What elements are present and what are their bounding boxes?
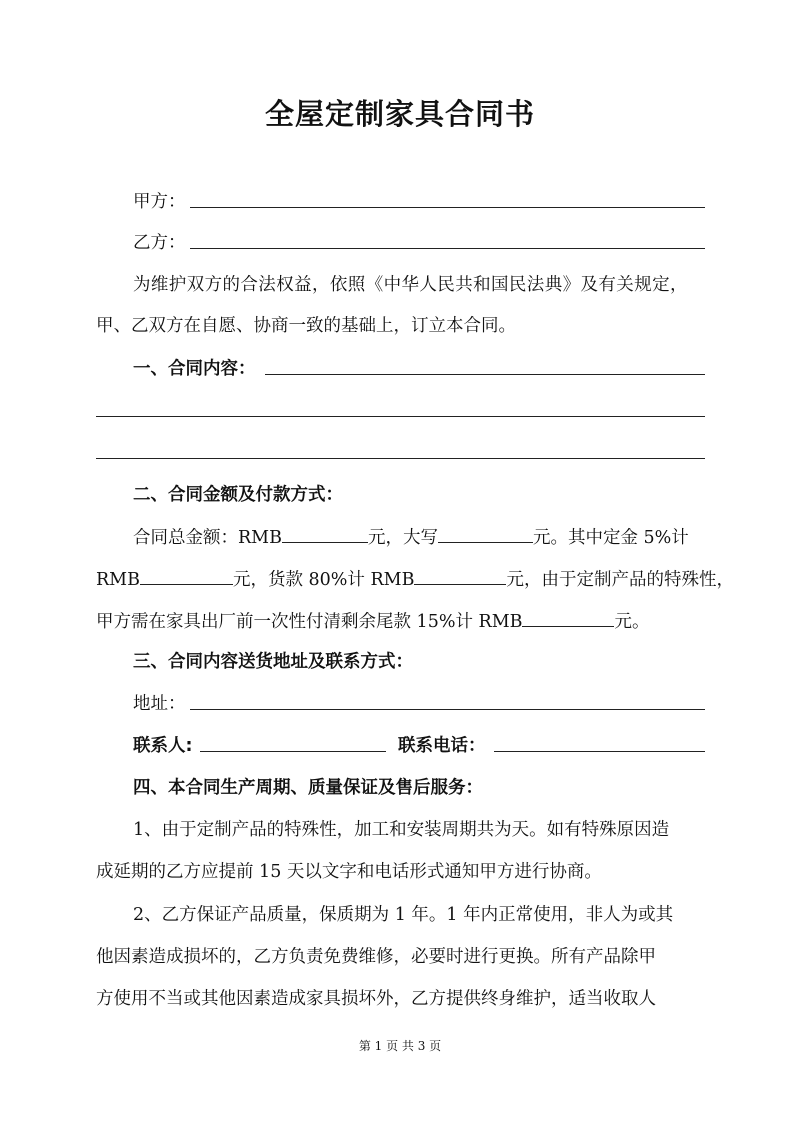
amount-line-2 <box>96 566 734 592</box>
intro-line-2: 甲、乙双方在自愿、协商一致的基础上，订立本合同。 <box>96 316 516 336</box>
clause-1-line-1: 1、由于定制产品的特殊性，加工和安装周期共为天。如有特殊原因造 <box>133 820 670 840</box>
balance-unit: 元。 <box>614 612 650 632</box>
uppercase-label: 元，大写 <box>367 528 438 548</box>
balance-amount-field[interactable] <box>522 608 614 627</box>
total-amount-field[interactable] <box>282 524 368 543</box>
total-amount-label: 合同总金额：RMB <box>133 528 282 548</box>
party-b-field[interactable] <box>190 248 705 249</box>
party-b-label: 乙方： <box>133 233 186 253</box>
balance-label: 甲方需在家具出厂前一次性付清剩余尾款 15%计 RMB <box>96 612 523 632</box>
address-field[interactable] <box>190 709 705 710</box>
amount-line-1 <box>133 524 689 550</box>
uppercase-amount-field[interactable] <box>438 524 533 543</box>
page-number: 第 1 页 共 3 页 <box>358 1039 442 1053</box>
contact-label: 联系人: <box>133 736 193 756</box>
party-a-field[interactable] <box>190 207 705 208</box>
payment-label: 元，货款 80%计 RMB <box>232 570 415 590</box>
intro-line-1: 为维护双方的合法权益，依照《中华人民共和国民法典》及有关规定， <box>133 275 688 295</box>
phone-label: 联系电话： <box>398 736 486 756</box>
address-label: 地址： <box>133 694 186 714</box>
clause-1-line-2: 成延期的乙方应提前 15 天以文字和电话形式通知甲方进行协商。 <box>96 862 602 882</box>
deposit-label: 元。其中定金 5%计 <box>532 528 689 548</box>
amount-line-3 <box>96 608 649 634</box>
section-4-heading: 四、本合同生产周期、质量保证及售后服务： <box>133 778 483 798</box>
contract-content-field-3[interactable] <box>96 458 705 459</box>
deposit-rmb-label: RMB <box>96 570 140 590</box>
contact-field[interactable] <box>200 751 386 752</box>
special-note-label: 元，由于定制产品的特殊性， <box>506 570 734 590</box>
contract-content-field-1[interactable] <box>265 374 705 375</box>
section-2-heading: 二、合同金额及付款方式： <box>133 485 343 505</box>
contract-content-field-2[interactable] <box>96 416 705 417</box>
party-a-label: 甲方： <box>133 192 186 212</box>
clause-2-line-2: 他因素造成损坏的，乙方负责免费维修，必要时进行更换。所有产品除甲 <box>96 947 656 967</box>
phone-field[interactable] <box>494 751 705 752</box>
document-title: 全屋定制家具合同书 <box>264 97 535 131</box>
section-1-heading: 一、合同内容： <box>133 359 256 379</box>
section-3-heading: 三、合同内容送货地址及联系方式： <box>133 652 413 672</box>
deposit-amount-field[interactable] <box>140 566 233 585</box>
clause-2-line-3: 方使用不当或其他因素造成家具损坏外，乙方提供终身维护，适当收取人 <box>96 989 656 1009</box>
clause-2-line-1: 2、乙方保证产品质量，保质期为 1 年。1 年内正常使用，非人为或其 <box>133 905 674 925</box>
payment-amount-field[interactable] <box>414 566 506 585</box>
